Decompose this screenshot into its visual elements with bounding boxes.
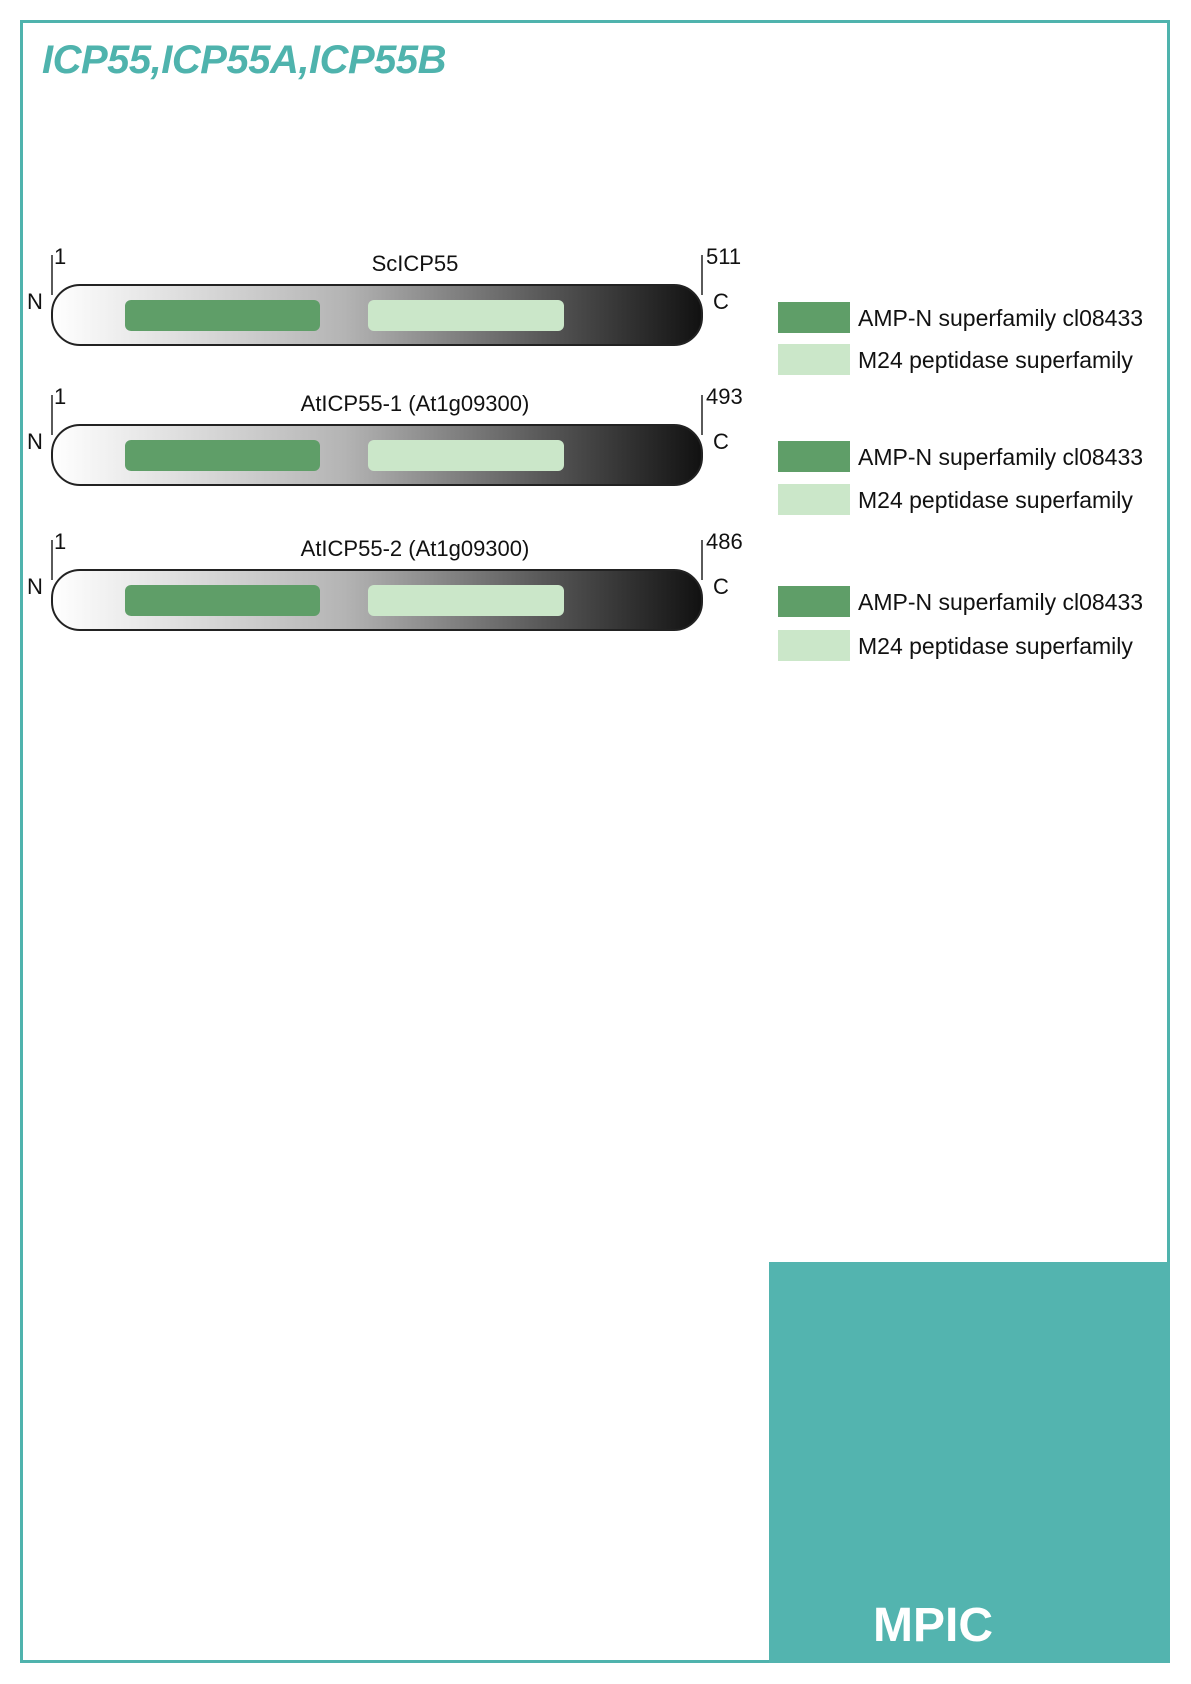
c-terminus-label: C xyxy=(713,429,729,454)
legend-swatch xyxy=(778,586,850,617)
m24-domain xyxy=(368,440,564,471)
legend-label: M24 peptidase superfamily xyxy=(858,347,1133,373)
legend-swatch xyxy=(778,630,850,661)
n-terminus-label: N xyxy=(27,289,43,314)
protein-row xyxy=(27,529,1143,661)
legend-item-amp-n xyxy=(778,302,1143,333)
protein-name-label: AtICP55-1 (At1g09300) xyxy=(300,391,530,416)
start-position-label: 1 xyxy=(54,244,67,269)
end-position-label: 493 xyxy=(706,384,743,409)
legend-item-amp-n xyxy=(778,441,1143,472)
end-position-label: 486 xyxy=(706,529,743,554)
legend-item-m24 xyxy=(778,344,1133,375)
legend-item-m24 xyxy=(778,630,1133,661)
protein-name-label: AtICP55-2 (At1g09300) xyxy=(300,536,530,561)
legend-label: AMP-N superfamily cl08433 xyxy=(858,444,1144,470)
legend-label: AMP-N superfamily cl08433 xyxy=(858,589,1144,615)
legend-swatch xyxy=(778,344,850,375)
amp-n-domain xyxy=(125,300,320,331)
start-position-label: 1 xyxy=(54,384,67,409)
legend-item-m24 xyxy=(778,484,1133,515)
m24-domain xyxy=(368,585,564,616)
legend-swatch xyxy=(778,484,850,515)
legend-label: M24 peptidase superfamily xyxy=(858,487,1133,513)
legend-swatch xyxy=(778,441,850,472)
c-terminus-label: C xyxy=(713,574,729,599)
amp-n-domain xyxy=(125,440,320,471)
n-terminus-label: N xyxy=(27,429,43,454)
legend-swatch xyxy=(778,302,850,333)
end-position-label: 511 xyxy=(706,244,742,269)
m24-domain xyxy=(368,300,564,331)
n-terminus-label: N xyxy=(27,574,43,599)
legend-item-amp-n xyxy=(778,586,1143,617)
start-position-label: 1 xyxy=(54,529,67,554)
protein-row xyxy=(27,384,1143,515)
legend-label: AMP-N superfamily cl08433 xyxy=(858,305,1144,331)
page-title: ICP55,ICP55A,ICP55B xyxy=(42,38,447,82)
mpic-logo: MPIC xyxy=(873,1599,993,1652)
protein-row xyxy=(27,244,1143,375)
amp-n-domain xyxy=(125,585,320,616)
protein-name-label: ScICP55 xyxy=(371,251,459,276)
c-terminus-label: C xyxy=(713,289,729,314)
legend-label: M24 peptidase superfamily xyxy=(858,633,1133,659)
